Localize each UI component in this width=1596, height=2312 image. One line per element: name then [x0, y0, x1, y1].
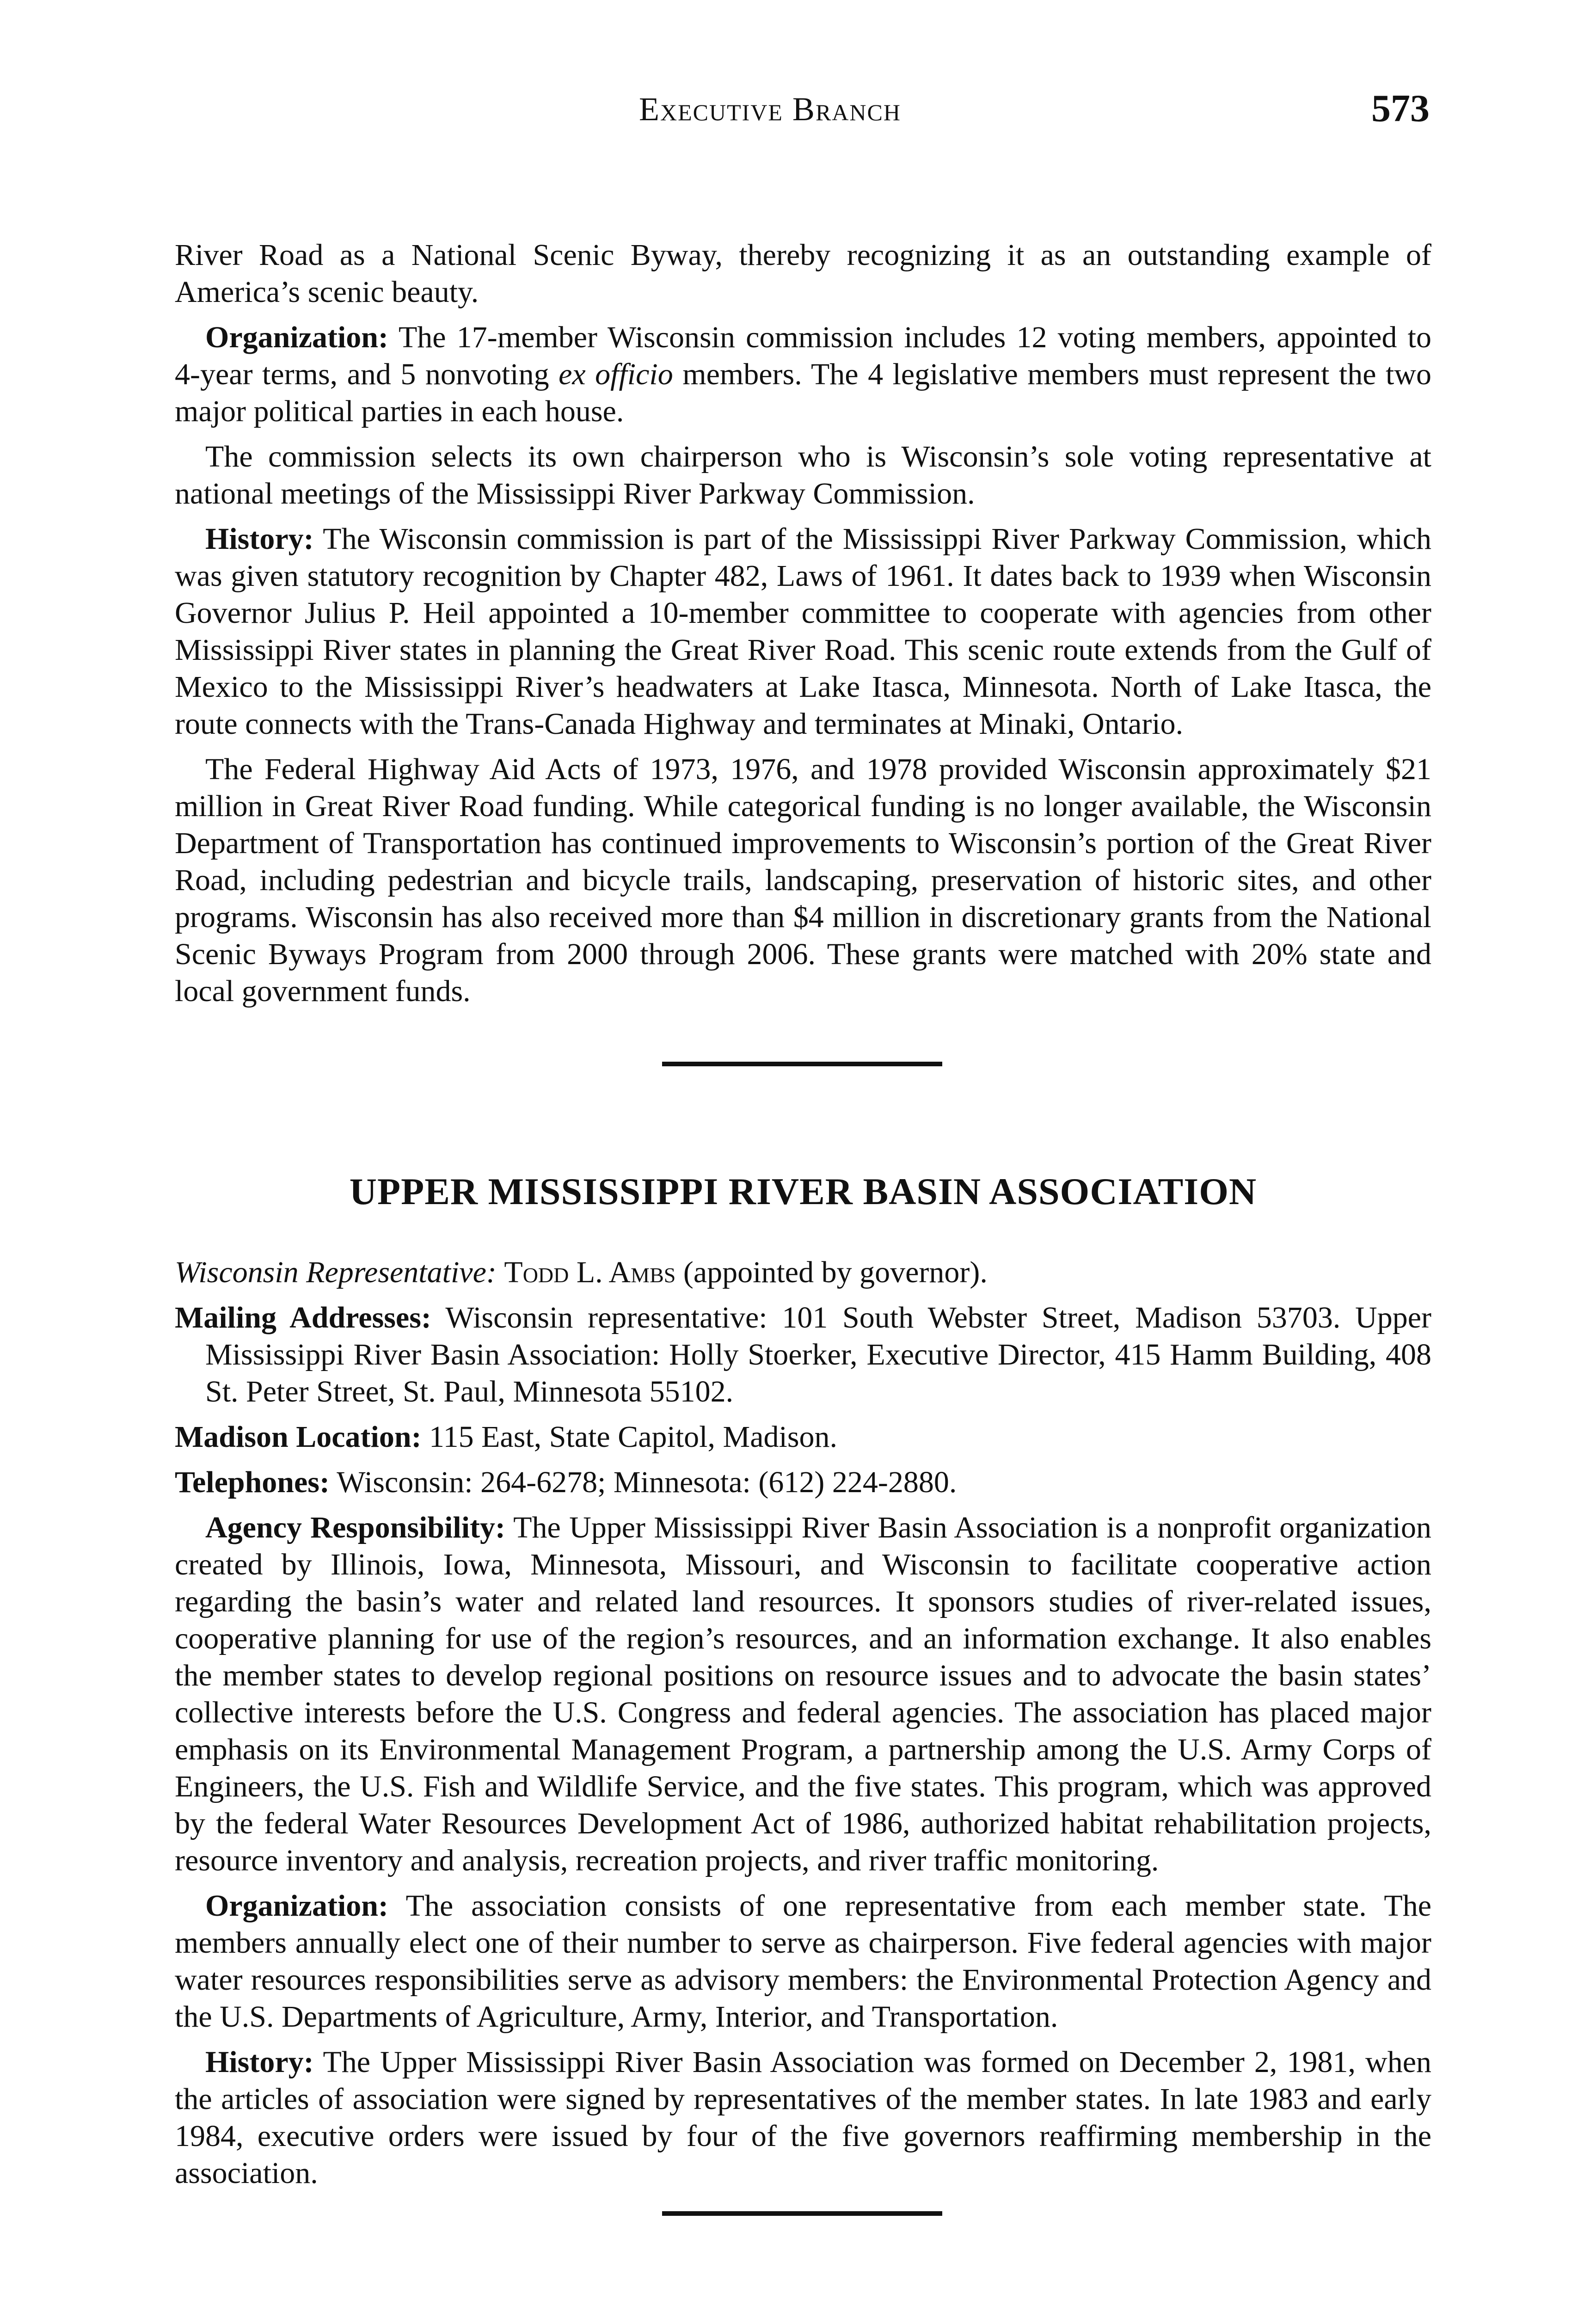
representative-name: Todd L. Ambs [504, 1255, 676, 1289]
basin-association-section [175, 1254, 1431, 2200]
history-text: The Wisconsin commission is part of the Mississippi River Parkway Commission, which was given statutory recognition by Chapter 482, Laws of 1961. It dates back to 1939 when Wisconsin Governor Julius P. Heil appointed a 10-member committee to cooperate with agencies from other Mississippi River states in planning the Great River Road. This scenic route extends from the Gulf of Mexico to the Mississippi River’s headwaters at Lake Itasca, Minnesota. North of Lake Itasca, the route connects with the Trans-Canada Highway and terminates at Minaki, Ontario. [175, 522, 1431, 741]
section-divider-end [662, 2211, 942, 2216]
paragraph-organization-2 [175, 1888, 1431, 2035]
parkway-commission-section [175, 237, 1431, 1018]
paragraph-agency-responsibility [175, 1509, 1431, 1879]
telephones-label: Telephones: [175, 1465, 330, 1499]
madison-location [175, 1419, 1431, 1456]
paragraph-history [175, 521, 1431, 743]
section-divider [662, 1062, 942, 1066]
history-label-2: History: [205, 2045, 314, 2079]
telephones-text: Wisconsin: 264-6278; Minnesota: (612) 224-2880. [329, 1465, 957, 1499]
organization-text-2: The association consists of one representative from each member state. The members annually elect one of their number to serve as chairperson. Five federal agencies with major water resources responsibilities serve as advisory members: the Environmental Protection Agency and the U.S. Departments of Agriculture, Army, Interior, and Transportation. [175, 1889, 1431, 2034]
history-text-2: The Upper Mississippi River Basin Association was formed on December 2, 1981, when the articles of association were signed by representatives of the member states. In late 1983 and early 1984, executive orders were issued by four of the five governors reaffirming membership in the association. [175, 2045, 1431, 2190]
responsibility-text: The Upper Mississippi River Basin Association is a nonprofit organization created by Illinois, Iowa, Minnesota, Missouri, and Wisconsin to facilitate cooperative action regarding the basin’s water and related land resources. It sponsors studies of river-related issues, cooperative planning for use of the region’s resources, and an information exchange. It also enables the member states to develop regional positions on resource issues and to advocate the basin states’ collective interests before the U.S. Congress and federal agencies. The association has placed major emphasis on its Environmental Management Program, a partnership among the U.S. Army Corps of Engineers, the U.S. Fish and Wildlife Service, and the five states. This program, which was approved by the federal Water Resources Development Act of 1986, authorized habitat rehabilitation projects, resource inventory and analysis, recreation projects, and river traffic monitoring. [175, 1511, 1431, 1877]
paragraph-chairperson: The commission selects its own chairperson who is Wisconsin’s sole voting representative at national meetings of the Mississippi River Parkway Commission. [175, 440, 1431, 510]
paragraph-organization [175, 319, 1431, 430]
running-head: Executive Branch [639, 91, 901, 128]
section-title: UPPER MISSISSIPPI RIVER BASIN ASSOCIATION [349, 1170, 1257, 1212]
paragraph-history-2 [175, 2044, 1431, 2192]
mailing-text: Wisconsin representative: 101 South Webster Street, Madison 53703. Upper Mississippi River Basin Association: Holly Stoerker, Executive Director, 415 Hamm Building, 408 St. Peter Street, St. Paul, Minnesota 55102. [205, 1301, 1431, 1408]
representative-label: Wisconsin Representative: [175, 1255, 497, 1289]
organization-text-a: The 17-member Wisconsin commission includes 12 voting members, appointed to 4-year terms, and 5 nonvoting [175, 320, 1431, 391]
ex-officio-term: ex officio [559, 357, 673, 391]
mailing-label: Mailing Addresses: [175, 1301, 431, 1334]
page-number: 573 [1371, 87, 1430, 130]
responsibility-label: Agency Responsibility: [205, 1511, 506, 1544]
organization-text-b: members. The 4 legislative members must represent the two major political parties in each house. [175, 357, 1431, 428]
location-label: Madison Location: [175, 1420, 422, 1454]
representative-note: (appointed by governor). [675, 1255, 988, 1289]
paragraph-funding: The Federal Highway Aid Acts of 1973, 1976, and 1978 provided Wisconsin approximately $21 million in Great River Road funding. While categorical funding is no longer available, the Wisconsin Department of Transportation has continued improvements to Wisconsin’s portion of the Great River Road, including pedestrian and bicycle trails, landscaping, preservation of historic sites, and other programs. Wisconsin has also received more than $4 million in discretionary grants from the National Scenic Byways Program from 2000 through 2006. These grants were matched with 20% state and local government funds. [175, 752, 1431, 1008]
representative-line [175, 1254, 1431, 1291]
telephones [175, 1464, 1431, 1501]
organization-label-2: Organization: [205, 1889, 388, 1923]
history-label: History: [205, 522, 314, 556]
location-text: 115 East, State Capitol, Madison. [421, 1420, 838, 1454]
organization-label: Organization: [205, 320, 388, 354]
paragraph-continuation: River Road as a National Scenic Byway, thereby recognizing it as an outstanding example of America’s scenic beauty. [175, 238, 1431, 309]
mailing-addresses [175, 1299, 1431, 1410]
